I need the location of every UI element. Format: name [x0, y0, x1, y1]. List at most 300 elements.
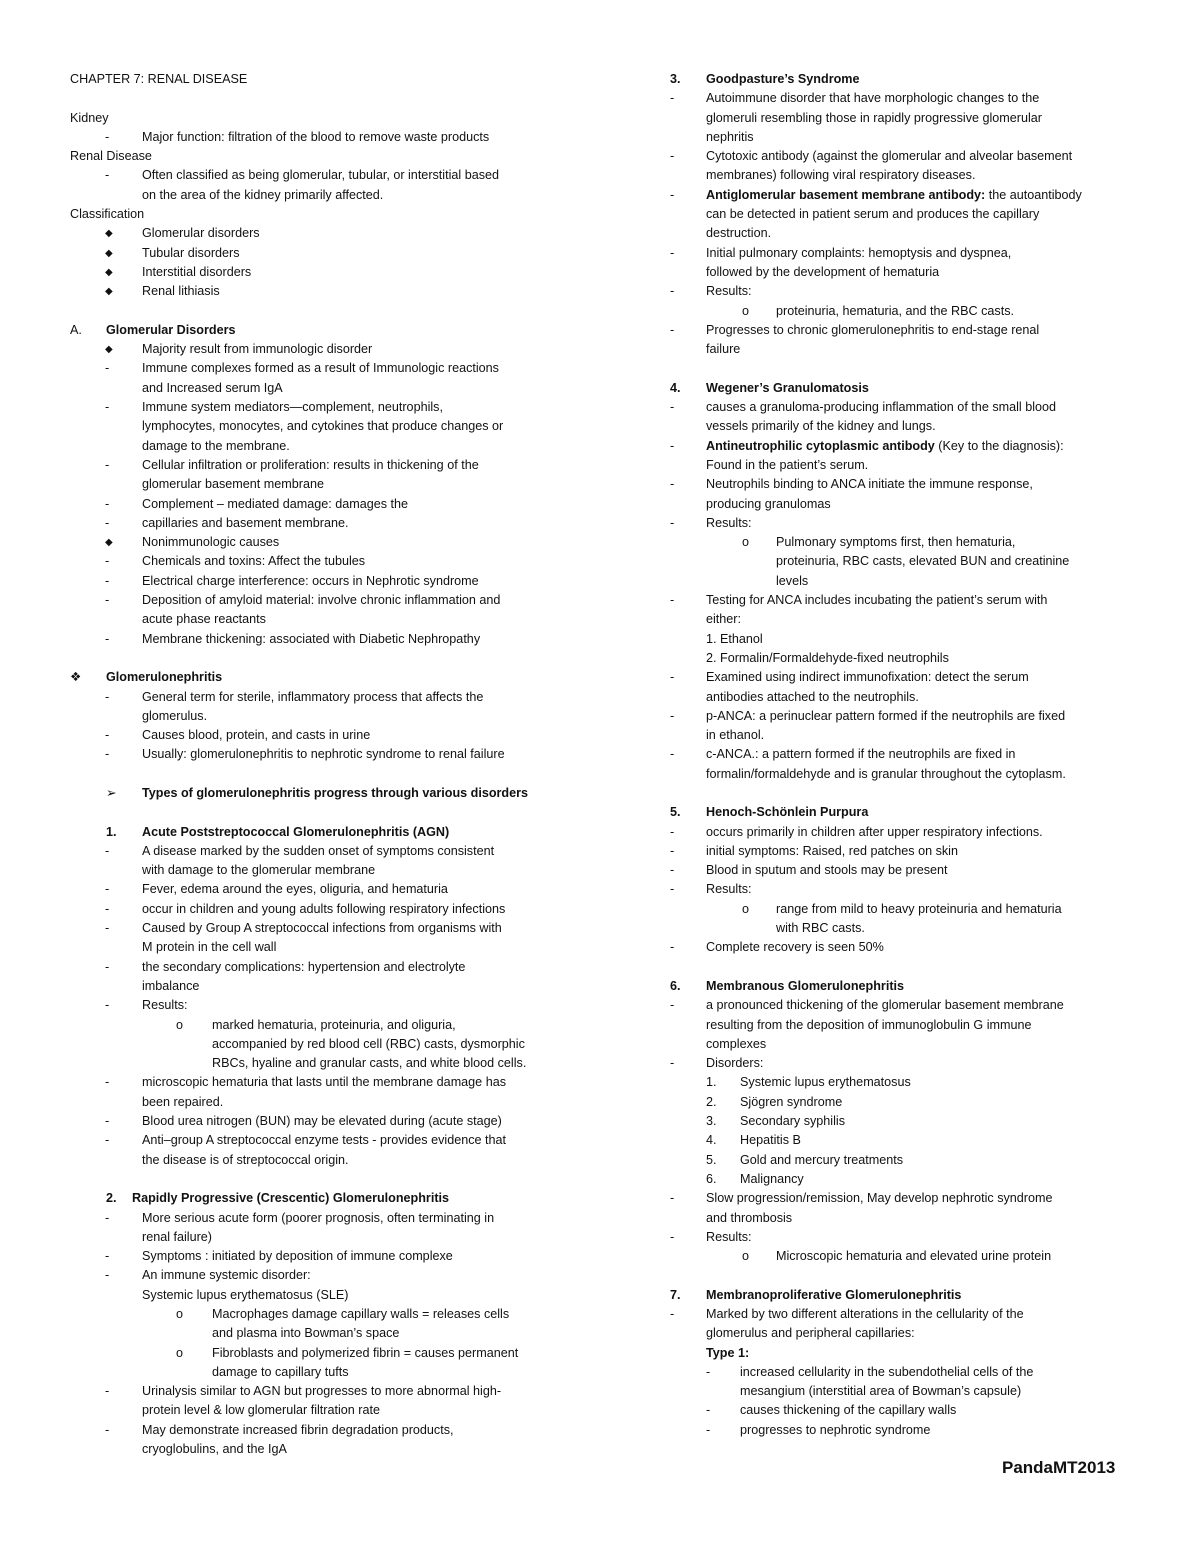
line-text: increased cellularity in the subendothelial cells of the [740, 1364, 1034, 1379]
text-line [70, 880, 570, 899]
footer-watermark: PandaMT2013 [1002, 1458, 1116, 1477]
list-marker: - [105, 901, 110, 916]
list-marker: - [670, 149, 675, 164]
list-marker: 5. [670, 805, 681, 820]
text-line [670, 919, 1135, 938]
line-text: Neutrophils binding to ANCA initiate the immune response, [706, 477, 1033, 492]
line-text: Marked by two different alterations in the cellularity of the [706, 1307, 1024, 1321]
line-text: Sjögren syndrome [740, 1094, 843, 1109]
text-line [670, 1189, 1135, 1208]
list-marker: - [105, 361, 110, 376]
list-marker: - [670, 322, 675, 337]
line-text: Found in the patient’s serum. [706, 457, 869, 472]
list-marker: - [670, 1229, 675, 1244]
line-text: membranes) following viral respiratory diseases. [706, 168, 976, 183]
line-text: Usually: glomerulonephritis to nephrotic syndrome to renal failure [142, 747, 505, 762]
line-text: Gold and mercury treatments [740, 1152, 904, 1167]
text-line [70, 842, 570, 861]
text-line [70, 166, 570, 185]
text-line [670, 726, 1135, 745]
line-text: Glomerular disorders [142, 226, 260, 241]
line-text: damage to the membrane. [142, 438, 290, 453]
list-marker: ◆ [105, 247, 113, 259]
text-line [670, 1324, 1135, 1343]
line-text: Goodpasture’s Syndrome [706, 72, 860, 86]
text-line [70, 282, 570, 301]
line-text: Often classified as being glomerular, tubular, or interstitial based [142, 168, 500, 183]
list-marker: ➢ [106, 785, 117, 800]
list-marker: - [105, 747, 110, 762]
text-line [70, 552, 570, 571]
line-text: Results: [706, 1229, 752, 1244]
text-line [670, 340, 1135, 359]
text-line [670, 1054, 1135, 1073]
section-heading [670, 1344, 1135, 1363]
line-text: Results: [142, 998, 188, 1013]
line-text: Anti–group A streptococcal enzyme tests - provides evidence that [142, 1133, 507, 1148]
line-text: the secondary complications: hypertension and electrolyte [142, 959, 466, 974]
line-text: Urinalysis similar to AGN but progresses to more abnormal high- [142, 1384, 502, 1399]
list-marker: ◆ [105, 286, 113, 298]
line-text: cryoglobulins, and the IgA [142, 1442, 287, 1457]
text-line [70, 1093, 570, 1112]
text-line [70, 1035, 570, 1054]
line-text: capillaries and basement membrane. [142, 515, 349, 530]
line-text: Complete recovery is seen 50% [706, 940, 884, 955]
text-run: Antiglomerular basement membrane antibody: [706, 187, 986, 202]
line-text: with damage to the glomerular membrane [142, 863, 376, 878]
blank-line [70, 803, 570, 822]
line-text: More serious acute form (poorer prognosis, often terminating in [142, 1210, 495, 1225]
list-marker: - [105, 168, 110, 183]
text-line [70, 224, 570, 243]
text-line [670, 456, 1135, 475]
list-marker: - [670, 708, 675, 723]
text-line [670, 398, 1135, 417]
text-line [70, 996, 570, 1015]
line-text: Renal lithiasis [142, 284, 220, 299]
line-text: Nonimmunologic causes [142, 535, 280, 550]
line-text: Membranous Glomerulonephritis [706, 978, 905, 993]
list-marker: - [105, 1384, 110, 1399]
text-line [670, 1305, 1135, 1324]
text-line [670, 668, 1135, 687]
list-marker: o [742, 535, 750, 550]
line-text: Rapidly Progressive (Crescentic) Glomerulonephritis [132, 1191, 450, 1206]
text-line [70, 1382, 570, 1401]
list-marker: ◆ [105, 228, 113, 240]
text-line [670, 861, 1135, 880]
line-text: been repaired. [142, 1094, 224, 1109]
list-marker: - [105, 1210, 110, 1225]
list-marker: o [742, 901, 750, 916]
text-line [670, 1035, 1135, 1054]
list-marker: o [742, 1249, 750, 1264]
text-line [70, 1305, 570, 1324]
line-text: Results: [706, 515, 752, 530]
text-line [70, 1324, 570, 1343]
list-marker: 6. [706, 1171, 717, 1186]
text-line [70, 1421, 570, 1440]
line-text: followed by the development of hematuria [706, 264, 940, 279]
line-text: resulting from the deposition of immunoglobulin G immune [706, 1017, 1032, 1032]
text-line [670, 495, 1135, 514]
line-text: Results: [706, 882, 752, 897]
list-marker: - [105, 631, 110, 646]
list-marker: - [105, 573, 110, 588]
line-text: renal failure) [142, 1229, 212, 1244]
list-marker: - [105, 554, 110, 569]
text-line [70, 1401, 570, 1420]
text-line [670, 1170, 1135, 1189]
section-heading [70, 784, 570, 803]
text-line [70, 919, 570, 938]
text-line [70, 70, 570, 89]
line-text: CHAPTER 7: RENAL DISEASE [70, 72, 248, 86]
blank-line [670, 784, 1135, 803]
line-text: occurs primarily in children after upper respiratory infections. [706, 824, 1043, 839]
list-marker: o [176, 1345, 184, 1360]
line-text: range from mild to heavy proteinuria and hematuria [776, 901, 1062, 916]
line-text [706, 437, 1064, 456]
text-line [70, 514, 570, 533]
line-text: mesangium (interstitial area of Bowman’s capsule) [740, 1384, 1022, 1399]
line-text: causes thickening of the capillary walls [740, 1403, 957, 1418]
section-heading [670, 803, 1135, 822]
section-heading [670, 70, 1135, 89]
line-text: Autoimmune disorder that have morphologic changes to the [706, 91, 1040, 106]
text-line [70, 398, 570, 417]
section-heading [670, 977, 1135, 996]
list-marker: ◆ [105, 537, 113, 549]
list-marker: - [670, 438, 675, 453]
line-text: Acute Poststreptococcal Glomerulonephritis (AGN) [142, 824, 450, 839]
line-text: a pronounced thickening of the glomerular basement membrane [706, 998, 1064, 1013]
text-line [70, 263, 570, 282]
text-line [670, 321, 1135, 340]
line-text: with RBC casts. [776, 921, 865, 936]
list-marker: - [670, 998, 675, 1013]
line-text: Immune system mediators—complement, neutrophils, [142, 400, 443, 415]
list-marker: 7. [670, 1287, 681, 1302]
line-text: Cytotoxic antibody (against the glomerular and alveolar basement [706, 149, 1073, 164]
line-text: Secondary syphilis [740, 1114, 845, 1129]
text-line [670, 1363, 1135, 1382]
text-line [670, 1093, 1135, 1112]
section-heading [70, 1189, 570, 1208]
line-text: lymphocytes, monocytes, and cytokines that produce changes or [142, 419, 504, 434]
list-marker: - [670, 91, 675, 106]
list-marker: - [670, 940, 675, 955]
text-line [70, 1228, 570, 1247]
text-line [70, 1016, 570, 1035]
text-run: (Key to the diagnosis): [934, 438, 1064, 453]
blank-line [670, 359, 1135, 378]
text-line [670, 263, 1135, 282]
list-marker: - [105, 1268, 110, 1283]
text-line [70, 938, 570, 957]
list-marker: - [670, 824, 675, 839]
list-marker: - [670, 400, 675, 415]
blank-line [70, 302, 570, 321]
section-heading [70, 321, 570, 340]
line-text: Testing for ANCA includes incubating the patient’s serum with [706, 593, 1048, 608]
list-marker: - [670, 843, 675, 858]
text-line [70, 1054, 570, 1073]
line-text: nephritis [706, 129, 754, 144]
text-line [70, 437, 570, 456]
line-text: microscopic hematuria that lasts until the membrane damage has [142, 1075, 506, 1090]
line-text: Progresses to chronic glomerulonephritis to end-stage renal [706, 322, 1040, 337]
text-line [70, 128, 570, 147]
line-text: Chemicals and toxins: Affect the tubules [142, 554, 366, 569]
text-line [670, 1401, 1135, 1420]
line-text: Majority result from immunologic disorder [142, 342, 373, 357]
text-line [70, 1247, 570, 1266]
text-line [70, 1209, 570, 1228]
line-text [706, 186, 1082, 205]
text-line [670, 630, 1135, 649]
line-text: Caused by Group A streptococcal infections from organisms with [142, 921, 502, 936]
list-marker: - [670, 477, 675, 492]
text-line [70, 572, 570, 591]
list-marker: - [670, 1191, 675, 1206]
list-marker: o [742, 303, 750, 318]
text-run: Antineutrophilic cytoplasmic antibody [706, 438, 935, 453]
list-marker: - [105, 1133, 110, 1148]
list-marker: - [105, 1075, 110, 1090]
text-line [70, 109, 570, 128]
section-heading [670, 1286, 1135, 1305]
line-text: initial symptoms: Raised, red patches on skin [706, 843, 958, 858]
line-text: glomerulus and peripheral capillaries: [706, 1326, 915, 1341]
line-text: and Increased serum IgA [142, 380, 283, 395]
text-line [670, 89, 1135, 108]
list-marker: o [176, 1017, 184, 1032]
list-marker: 4. [670, 380, 681, 395]
list-marker: - [706, 1422, 711, 1437]
line-text: Systemic lupus erythematosus (SLE) [142, 1287, 349, 1302]
line-text: p-ANCA: a perinuclear pattern formed if the neutrophils are fixed [706, 708, 1066, 723]
line-text: accompanied by red blood cell (RBC) casts, dysmorphic [212, 1036, 525, 1051]
line-text: Initial pulmonary complaints: hemoptysis and dyspnea, [706, 245, 1012, 260]
text-line [670, 514, 1135, 533]
blank-line [70, 89, 570, 108]
text-line [70, 244, 570, 263]
text-line [670, 282, 1135, 301]
line-text: An immune systemic disorder: [142, 1268, 311, 1283]
text-line [70, 456, 570, 475]
list-marker: - [105, 728, 110, 743]
text-line [70, 205, 570, 224]
list-marker: - [105, 129, 110, 144]
line-text: Deposition of amyloid material: involve chronic inflammation and [142, 593, 501, 608]
line-text: General term for sterile, inflammatory process that affects the [142, 689, 484, 704]
list-marker: A. [70, 322, 82, 337]
line-text: Major function: filtration of the blood to remove waste products [142, 129, 490, 144]
blank-line [70, 1170, 570, 1189]
line-text: Slow progression/remission, May develop nephrotic syndrome [706, 1191, 1053, 1206]
line-text: Fever, edema around the eyes, oliguria, and hematuria [142, 882, 448, 897]
text-line [670, 938, 1135, 957]
text-line [670, 880, 1135, 899]
line-text: acute phase reactants [142, 612, 266, 627]
line-text: A disease marked by the sudden onset of symptoms consistent [142, 843, 495, 858]
line-text: Glomerulonephritis [106, 670, 223, 685]
line-text: Kidney [70, 110, 109, 125]
line-text: Disorders: [706, 1056, 764, 1071]
line-text: levels [776, 573, 809, 588]
list-marker: - [670, 863, 675, 878]
line-text: Results: [706, 284, 752, 299]
blank-line [670, 1266, 1135, 1285]
line-text: RBCs, hyaline and granular casts, and white blood cells. [212, 1056, 527, 1071]
line-text: in ethanol. [706, 728, 765, 743]
list-marker: - [105, 1249, 110, 1264]
text-line [670, 147, 1135, 166]
line-text: Membrane thickening: associated with Diabetic Nephropathy [142, 631, 481, 646]
text-line [670, 1073, 1135, 1092]
text-line [670, 1151, 1135, 1170]
text-line [670, 996, 1135, 1015]
line-text: on the area of the kidney primarily affected. [142, 187, 384, 202]
text-line [670, 128, 1135, 147]
text-line [670, 610, 1135, 629]
line-text: can be detected in patient serum and produces the capillary [706, 207, 1040, 222]
blank-line [670, 958, 1135, 977]
list-marker: - [670, 1307, 675, 1321]
list-marker: - [105, 1114, 110, 1129]
line-text: May demonstrate increased fibrin degradation products, [142, 1422, 454, 1437]
list-marker: o [176, 1307, 184, 1321]
section-heading [670, 379, 1135, 398]
text-line [670, 109, 1135, 128]
line-text: Cellular infiltration or proliferation: results in thickening of the [142, 457, 479, 472]
list-marker: 2. [706, 1094, 717, 1109]
line-text: Interstitial disorders [142, 264, 252, 279]
line-text: marked hematuria, proteinuria, and oliguria, [212, 1017, 456, 1032]
blank-line [70, 765, 570, 784]
text-line [70, 610, 570, 629]
text-line [670, 1209, 1135, 1228]
list-marker: - [670, 245, 675, 260]
text-line [70, 1131, 570, 1150]
text-line [670, 591, 1135, 610]
text-line [670, 1016, 1135, 1035]
line-text: glomerulus. [142, 708, 208, 723]
line-text: Henoch-Schönlein Purpura [706, 805, 869, 820]
list-marker: 6. [670, 978, 681, 993]
list-marker: - [105, 1422, 110, 1437]
line-text: Tubular disorders [142, 245, 240, 260]
text-line [70, 1073, 570, 1092]
line-text: Immune complexes formed as a result of Immunologic reactions [142, 361, 499, 376]
line-text: Blood urea nitrogen (BUN) may be elevated during (acute stage) [142, 1114, 502, 1129]
line-text: glomeruli resembling those in rapidly progressive glomerular [706, 110, 1042, 125]
list-marker: 3. [706, 1114, 717, 1129]
line-text: Causes blood, protein, and casts in urine [142, 728, 371, 743]
line-text: Malignancy [740, 1171, 804, 1186]
list-marker: - [670, 515, 675, 530]
line-text: c-ANCA.: a pattern formed if the neutrophils are fixed in [706, 747, 1016, 762]
text-line [670, 649, 1135, 668]
text-line [70, 745, 570, 764]
list-marker: - [670, 593, 675, 608]
text-line [70, 1266, 570, 1285]
text-line [70, 688, 570, 707]
list-marker: - [105, 515, 110, 530]
line-text: either: [706, 612, 742, 627]
line-text: the disease is of streptococcal origin. [142, 1152, 349, 1167]
text-line [670, 302, 1135, 321]
list-marker: - [670, 670, 675, 685]
line-text: M protein in the cell wall [142, 940, 277, 955]
line-text: Blood in sputum and stools may be present [706, 863, 948, 878]
list-marker: - [105, 843, 110, 858]
text-line [70, 1286, 570, 1305]
text-line [70, 726, 570, 745]
list-marker: - [670, 747, 675, 762]
line-text: imbalance [142, 978, 200, 993]
text-line [670, 1228, 1135, 1247]
list-marker: 1. [706, 1075, 717, 1090]
line-text: Examined using indirect immunofixation: detect the serum [706, 670, 1029, 685]
text-line [670, 688, 1135, 707]
text-line [670, 186, 1135, 205]
line-text: protein level & low glomerular filtration rate [142, 1403, 380, 1418]
list-marker: - [105, 921, 110, 936]
line-text: 1. Ethanol [706, 631, 763, 646]
list-marker: 3. [670, 72, 681, 86]
list-marker: - [105, 689, 110, 704]
text-line [70, 495, 570, 514]
left-column [70, 70, 570, 1459]
text-line [670, 745, 1135, 764]
line-text: and thrombosis [706, 1210, 793, 1225]
text-line [670, 244, 1135, 263]
text-line [70, 977, 570, 996]
line-text: failure [706, 342, 741, 357]
list-marker: - [706, 1364, 711, 1379]
text-line [70, 359, 570, 378]
line-text: 2. Formalin/Formaldehyde-fixed neutrophils [706, 650, 949, 665]
line-text: Systemic lupus erythematosus [740, 1075, 911, 1090]
text-line [70, 417, 570, 436]
line-text: Pulmonary symptoms first, then hematuria, [776, 535, 1016, 550]
text-line [670, 1247, 1135, 1266]
list-marker: - [670, 1056, 675, 1071]
line-text: destruction. [706, 226, 772, 241]
text-line [70, 1363, 570, 1382]
list-marker: - [105, 882, 110, 897]
text-line [70, 340, 570, 359]
text-line [70, 958, 570, 977]
text-line [670, 1131, 1135, 1150]
text-line [670, 552, 1135, 571]
text-line [670, 205, 1135, 224]
line-text: Glomerular Disorders [106, 322, 236, 337]
text-line [70, 379, 570, 398]
text-line [70, 1112, 570, 1131]
line-text: Types of glomerulonephritis progress through various disorders [142, 785, 529, 800]
list-marker: - [105, 959, 110, 974]
text-line [670, 417, 1135, 436]
list-marker: - [670, 284, 675, 299]
list-marker: - [105, 593, 110, 608]
line-text: formalin/formaldehyde and is granular throughout the cytoplasm. [706, 766, 1066, 781]
line-text: occur in children and young adults following respiratory infections [142, 901, 506, 916]
text-line [670, 765, 1135, 784]
